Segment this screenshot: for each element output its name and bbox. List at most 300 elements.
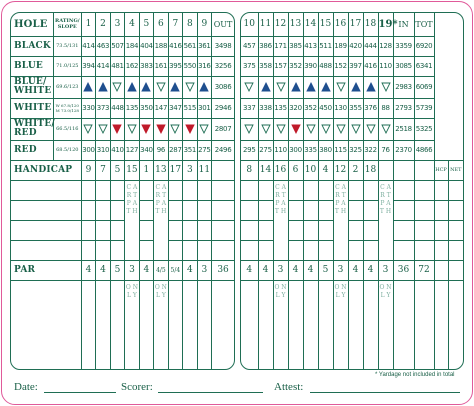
tee-marker-icon (333, 118, 348, 140)
yardage-cell: 295 (241, 140, 258, 160)
hole-label: HOLE (11, 13, 53, 36)
yardage-cell: 410 (110, 140, 124, 160)
yardage-cell: 351 (183, 140, 197, 160)
yardage-in: 3085 (393, 56, 414, 76)
hole-number: 10 (241, 13, 258, 36)
player-name-field[interactable] (11, 180, 81, 200)
score-cell[interactable] (168, 240, 182, 260)
triangle-down-icon (156, 124, 166, 134)
score-cell[interactable] (363, 280, 378, 369)
score-tot[interactable] (414, 280, 434, 369)
par-cell: 4 (139, 260, 153, 280)
score-cell[interactable] (139, 180, 153, 200)
score-cell[interactable] (168, 280, 182, 369)
score-cell[interactable] (168, 220, 182, 240)
tee-marker-icon (378, 118, 393, 140)
score-cell[interactable] (110, 240, 124, 260)
handicap-cell: 4 (318, 160, 333, 180)
par-cell: 5 (318, 260, 333, 280)
handicap-cell: 3 (183, 160, 197, 180)
tee-marker-icon (273, 118, 288, 140)
triangle-down-icon (98, 124, 108, 134)
net-cell[interactable] (448, 280, 463, 369)
score-cell[interactable] (96, 280, 110, 369)
triangle-down-icon (276, 124, 286, 134)
score-cell[interactable] (363, 200, 378, 220)
handicap-cell: 11 (197, 160, 211, 180)
score-cell[interactable] (288, 200, 303, 220)
player-name-field[interactable] (11, 240, 81, 260)
score-cell[interactable] (81, 200, 95, 220)
triangle-down-icon (185, 82, 195, 92)
score-cell[interactable] (241, 280, 258, 369)
par-cell: 3 (333, 260, 348, 280)
back-nine-table (241, 13, 463, 369)
tee-rating: W 67.8/120 M 73.0/128 (53, 98, 81, 118)
score-cell[interactable] (168, 200, 182, 220)
score-cell[interactable] (258, 180, 273, 200)
yardage-cell: 189 (333, 36, 348, 56)
triangle-down-icon (199, 124, 209, 134)
score-cell[interactable] (81, 220, 95, 240)
score-cell[interactable] (303, 220, 318, 240)
yardage-cell: 110 (378, 56, 393, 76)
score-row (11, 180, 234, 200)
tee-row-blue (241, 56, 463, 76)
yardage-cell: 188 (154, 36, 168, 56)
score-cell[interactable] (139, 240, 153, 260)
triangle-down-icon (170, 124, 180, 134)
score-total[interactable] (212, 280, 234, 369)
score-in[interactable] (393, 280, 414, 369)
triangle-down-icon (127, 124, 137, 134)
par-cell: 4 (348, 260, 363, 280)
hole-number: 8 (183, 13, 197, 36)
handicap-cell: 2 (348, 160, 363, 180)
attest-label: Attest: (274, 381, 304, 393)
net-cell[interactable] (448, 200, 463, 220)
yardage-cell: 157 (273, 56, 288, 76)
hole-number: 12 (273, 13, 288, 36)
tee-row-red (11, 140, 234, 160)
tee-row-white-red (11, 118, 234, 140)
score-cell[interactable] (318, 280, 333, 369)
front-nine-panel (10, 12, 235, 370)
tee-row-blue-white (11, 76, 234, 98)
score-cell[interactable] (183, 200, 197, 220)
tee-rating: 66.5/116 (53, 118, 81, 140)
attest-field[interactable] (310, 392, 460, 393)
yardage-cell: 337 (241, 98, 258, 118)
yardage-cell: 511 (318, 36, 333, 56)
yardage-cell: 135 (125, 98, 139, 118)
triangle-down-icon (336, 82, 346, 92)
triangle-down-icon (112, 124, 122, 134)
yardage-cell: 275 (258, 140, 273, 160)
score-cell[interactable] (241, 180, 258, 200)
score-cell[interactable] (363, 220, 378, 240)
tee-name: BLUE (11, 56, 53, 76)
handicap-label: HANDICAP (11, 160, 81, 180)
handicap-cell: 13 (154, 160, 168, 180)
score-cell[interactable] (303, 180, 318, 200)
yardage-cell: 404 (139, 36, 153, 56)
yardage-tot: 5325 (414, 118, 434, 140)
yardage-cell: 76 (378, 140, 393, 160)
score-cell[interactable] (81, 280, 95, 369)
tee-marker-icon (273, 76, 288, 98)
bottom-row (241, 280, 463, 369)
score-cell[interactable] (197, 240, 211, 260)
tee-marker-icon (288, 118, 303, 140)
yardage-total: 2496 (212, 140, 234, 160)
hole-number: 13 (288, 13, 303, 36)
triangle-down-icon (261, 124, 271, 134)
score-row (11, 240, 234, 260)
triangle-down-icon (141, 124, 151, 134)
tee-marker-icon (363, 118, 378, 140)
tot-label: TOT (414, 13, 434, 36)
tee-row-red (241, 140, 463, 160)
yardage-cell: 420 (348, 36, 363, 56)
tee-marker-icon (96, 76, 110, 98)
net-cell[interactable] (448, 240, 463, 260)
triangle-down-icon (83, 124, 93, 134)
tee-marker-icon (318, 76, 333, 98)
yardage-cell: 450 (318, 98, 333, 118)
yardage-cell: 335 (303, 140, 318, 160)
score-tot[interactable] (414, 220, 434, 240)
bottom-row (11, 280, 234, 369)
cart-path-note: C A R T P A T H (378, 180, 393, 260)
yardage-cell: 128 (378, 36, 393, 56)
yardage-cell: 127 (125, 140, 139, 160)
hole-number: 11 (258, 13, 273, 36)
tee-row-white-red (241, 118, 463, 140)
par-cell: 4 (363, 260, 378, 280)
hcp-cell[interactable] (434, 220, 448, 240)
score-cell[interactable] (318, 220, 333, 240)
date-label: Date: (14, 381, 38, 393)
tee-marker-icon (168, 76, 182, 98)
hole-number: 5 (139, 13, 153, 36)
score-cell[interactable] (303, 240, 318, 260)
tee-name: WHITE/ RED (11, 118, 53, 140)
triangle-up-icon (351, 82, 361, 92)
handicap-cell: 5 (110, 160, 124, 180)
hcp-cell[interactable] (434, 180, 448, 200)
score-cell[interactable] (348, 280, 363, 369)
score-cell[interactable] (96, 180, 110, 200)
tee-marker-icon (197, 118, 211, 140)
date-field[interactable] (44, 392, 116, 393)
yardage-cell: 352 (288, 56, 303, 76)
score-cell[interactable] (363, 240, 378, 260)
scorer-field[interactable] (158, 392, 263, 393)
yardage-cell: 340 (139, 140, 153, 160)
cart-path-note: C A R T P A T H (154, 180, 168, 260)
score-cell[interactable] (139, 220, 153, 240)
par-in: 36 (393, 260, 414, 280)
yardage-cell: 316 (197, 56, 211, 76)
tee-name: RED (11, 140, 53, 160)
hole-number: 7 (168, 13, 182, 36)
yardage-cell: 481 (110, 56, 124, 76)
yardage-cell: 386 (258, 36, 273, 56)
handicap-cell: 16 (273, 160, 288, 180)
yardage-cell: 352 (303, 98, 318, 118)
only-note: O N L Y (333, 280, 348, 369)
triangle-down-icon (366, 124, 376, 134)
score-cell[interactable] (197, 200, 211, 220)
yardage-cell: 413 (303, 36, 318, 56)
score-cell[interactable] (168, 180, 182, 200)
score-cell[interactable] (197, 180, 211, 200)
score-cell[interactable] (183, 180, 197, 200)
score-cell[interactable] (363, 180, 378, 200)
tee-marker-icon (348, 118, 363, 140)
yardage-cell: 322 (363, 140, 378, 160)
score-cell[interactable] (96, 200, 110, 220)
yardage-cell: 300 (81, 140, 95, 160)
triangle-down-icon (244, 124, 254, 134)
score-cell[interactable] (139, 280, 153, 369)
tee-marker-icon (168, 118, 182, 140)
score-cell[interactable] (81, 180, 95, 200)
score-cell[interactable] (318, 240, 333, 260)
yardage-tot: 5739 (414, 98, 434, 118)
hole-number: 9 (197, 13, 211, 36)
score-cell[interactable] (139, 200, 153, 220)
tee-rating: 68.5/120 (53, 140, 81, 160)
tee-marker-icon (154, 76, 168, 98)
score-cell[interactable] (197, 280, 211, 369)
tee-row-white (241, 98, 463, 118)
yardage-cell: 330 (81, 98, 95, 118)
score-cell[interactable] (288, 220, 303, 240)
score-cell[interactable] (303, 200, 318, 220)
tee-marker-icon (183, 118, 197, 140)
yardage-cell: 414 (96, 56, 110, 76)
score-cell[interactable] (288, 240, 303, 260)
score-cell[interactable] (96, 240, 110, 260)
cart-path-note: C A R T P A T H (125, 180, 139, 260)
hole-number-19: 19* (378, 13, 393, 36)
score-cell[interactable] (288, 280, 303, 369)
yardage-cell: 550 (183, 56, 197, 76)
score-in[interactable] (393, 180, 414, 200)
hole-number: 16 (333, 13, 348, 36)
yardage-cell: 320 (288, 98, 303, 118)
score-cell[interactable] (348, 180, 363, 200)
triangle-down-icon (244, 82, 254, 92)
par-cell: 4 (258, 260, 273, 280)
tee-rating: 69.6/123 (53, 76, 81, 98)
yardage-total: 2807 (212, 118, 234, 140)
par-label: PAR (11, 260, 81, 280)
yardage-cell: 376 (363, 98, 378, 118)
cart-path-note: C A R T P A T H (333, 180, 348, 260)
triangle-up-icon (306, 82, 316, 92)
triangle-down-icon (112, 82, 122, 92)
yardage-cell: 275 (197, 140, 211, 160)
score-cell[interactable] (183, 240, 197, 260)
yardage-cell: 301 (197, 98, 211, 118)
par-cell: 4 (288, 260, 303, 280)
hole-number: 1 (81, 13, 95, 36)
tee-name: WHITE (11, 98, 53, 118)
score-cell[interactable] (258, 200, 273, 220)
yardage-cell: 338 (258, 98, 273, 118)
tee-marker-icon (183, 76, 197, 98)
tee-rating: 73.5/131 (53, 36, 81, 56)
tee-marker-icon (139, 76, 153, 98)
par-cell: 4 (303, 260, 318, 280)
score-total[interactable] (212, 200, 234, 220)
score-total[interactable] (212, 220, 234, 240)
tee-marker-icon (241, 118, 258, 140)
score-cell[interactable] (258, 280, 273, 369)
score-tot[interactable] (414, 200, 434, 220)
yardage-tot: 6920 (414, 36, 434, 56)
triangle-down-icon (291, 124, 301, 134)
yardage-cell: 135 (273, 98, 288, 118)
yardage-cell: 358 (258, 56, 273, 76)
score-tot[interactable] (414, 240, 434, 260)
tee-marker-icon (318, 118, 333, 140)
score-cell[interactable] (197, 220, 211, 240)
hole-number: 14 (303, 13, 318, 36)
yardage-cell: 162 (125, 56, 139, 76)
tee-marker-icon (258, 76, 273, 98)
score-cell[interactable] (110, 220, 124, 240)
score-in[interactable] (393, 220, 414, 240)
score-cell[interactable] (258, 220, 273, 240)
out-label: OUT (212, 13, 234, 36)
score-in[interactable] (393, 240, 414, 260)
yardage-cell: 416 (363, 56, 378, 76)
score-tot[interactable] (414, 180, 434, 200)
tee-rating: 71.0/125 (53, 56, 81, 76)
yardage-cell: 171 (273, 36, 288, 56)
front-nine-table (11, 13, 234, 369)
tee-name: BLUE/ WHITE (11, 76, 53, 98)
player-name-field[interactable] (11, 200, 81, 220)
yardage-cell: 444 (363, 36, 378, 56)
in-label: IN (393, 13, 414, 36)
yardage-cell: 147 (154, 98, 168, 118)
net-cell[interactable] (448, 220, 463, 240)
player-name-field[interactable] (11, 280, 81, 369)
score-total[interactable] (212, 180, 234, 200)
yardage-cell: 152 (333, 56, 348, 76)
tee-name: BLACK (11, 36, 53, 56)
par-row (241, 260, 463, 280)
yardage-cell: 414 (81, 36, 95, 56)
yardage-cell: 355 (348, 98, 363, 118)
score-cell[interactable] (348, 240, 363, 260)
triangle-up-icon (127, 82, 137, 92)
par-cell: 4/5 (154, 260, 168, 280)
score-cell[interactable] (318, 200, 333, 220)
score-cell[interactable] (96, 220, 110, 240)
score-cell[interactable] (303, 280, 318, 369)
yardage-cell: 515 (183, 98, 197, 118)
score-cell[interactable] (110, 280, 124, 369)
tee-marker-icon (333, 76, 348, 98)
hcp-cell[interactable] (434, 280, 448, 369)
tee-marker-icon (154, 118, 168, 140)
triangle-down-icon (336, 124, 346, 134)
handicap-cell: 12 (333, 160, 348, 180)
handicap-cell: 1 (139, 160, 153, 180)
yardage-tot: 6341 (414, 56, 434, 76)
player-name-field[interactable] (11, 220, 81, 240)
score-cell[interactable] (183, 280, 197, 369)
score-total[interactable] (212, 240, 234, 260)
yardage-in: 2518 (393, 118, 414, 140)
hcp-cell[interactable] (434, 240, 448, 260)
tee-marker-icon (348, 76, 363, 98)
handicap-cell: 18 (363, 160, 378, 180)
yardage-cell: 300 (288, 140, 303, 160)
score-cell[interactable] (348, 220, 363, 240)
score-cell[interactable] (318, 180, 333, 200)
rating-slope-label: RATING/ SLOPE (53, 13, 81, 36)
yardage-in: 2793 (393, 98, 414, 118)
hole-number: 3 (110, 13, 124, 36)
score-cell[interactable] (110, 200, 124, 220)
yardage-cell: 380 (318, 140, 333, 160)
net-cell[interactable] (448, 180, 463, 200)
yardage-cell: 347 (168, 98, 182, 118)
score-cell[interactable] (81, 240, 95, 260)
score-cell[interactable] (241, 220, 258, 240)
tee-marker-icon (258, 118, 273, 140)
tee-marker-icon (96, 118, 110, 140)
par-cell: 4 (96, 260, 110, 280)
triangle-down-icon (321, 124, 331, 134)
yardage-cell: 130 (333, 98, 348, 118)
tee-row-blue (11, 56, 234, 76)
score-row (11, 200, 234, 220)
triangle-up-icon (98, 82, 108, 92)
triangle-up-icon (83, 82, 93, 92)
score-cell[interactable] (258, 240, 273, 260)
triangle-down-icon (306, 124, 316, 134)
triangle-down-icon (351, 124, 361, 134)
score-cell[interactable] (241, 200, 258, 220)
score-cell[interactable] (241, 240, 258, 260)
hcp-cell[interactable] (434, 200, 448, 220)
score-cell[interactable] (348, 200, 363, 220)
yardage-cell: 397 (348, 56, 363, 76)
hole-number: 2 (96, 13, 110, 36)
score-in[interactable] (393, 200, 414, 220)
score-cell[interactable] (110, 180, 124, 200)
handicap-cell: 15 (125, 160, 139, 180)
yardage-total: 3498 (212, 36, 234, 56)
score-cell[interactable] (183, 220, 197, 240)
hole-number: 15 (318, 13, 333, 36)
handicap-cell: 9 (81, 160, 95, 180)
score-cell[interactable] (288, 180, 303, 200)
tee-marker-icon (81, 76, 95, 98)
triangle-up-icon (170, 82, 180, 92)
par-row (11, 260, 234, 280)
yardage-total: 3086 (212, 76, 234, 98)
tee-marker-icon (363, 76, 378, 98)
